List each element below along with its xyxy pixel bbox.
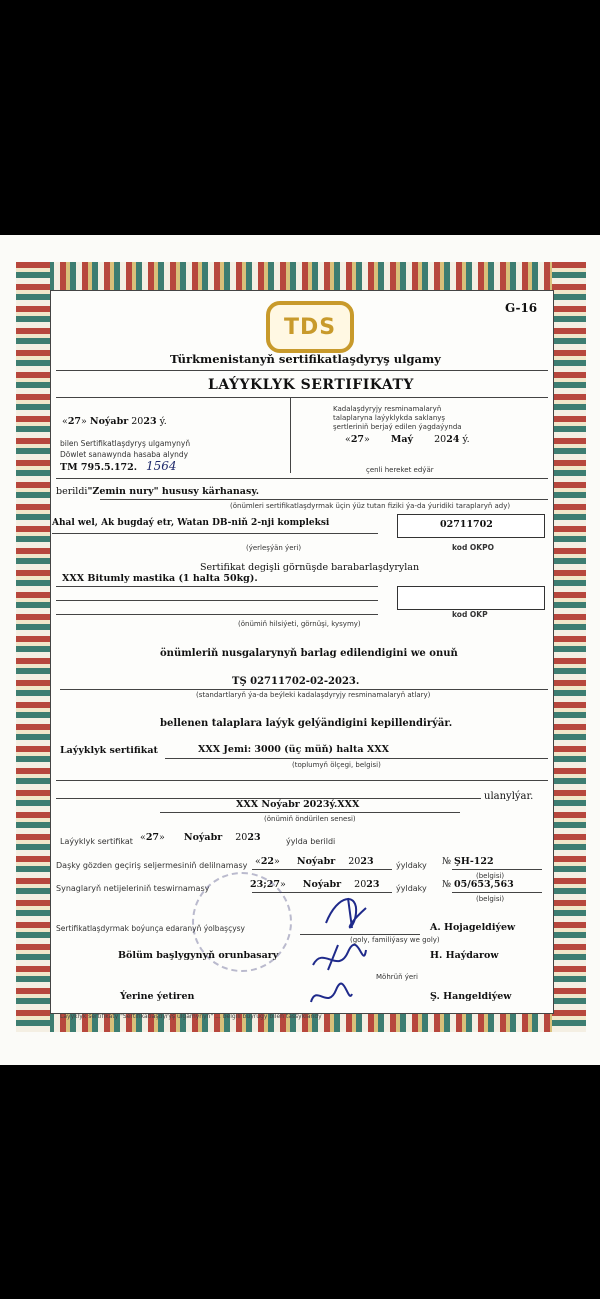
quantity-caption: (toplumyň ölçegi, belgisi) <box>292 761 381 769</box>
product-intro: Sertifikat degişli görnüşde barabarlaşdyrylan <box>200 562 420 573</box>
register-handwritten: 1564 <box>146 459 177 473</box>
issued-to: berildi"Zemin nury" hususy kärhanasy. <box>56 486 260 497</box>
product-caption: (önümiň hilsiýeti, görnüşi, kysymy) <box>238 620 361 628</box>
inspection-number: № ŞH-122 <box>442 856 494 867</box>
validity-date: «27» Maý 2024 ý. <box>345 434 470 445</box>
statement-2: bellenen talaplara laýyk gelýändigini kepillendirýär. <box>160 718 453 729</box>
register-number: TM 795.5.172. <box>60 462 138 473</box>
tests-number: № 05/653,563 <box>442 879 514 890</box>
stamp-label: Möhrüň ýeri <box>376 973 419 981</box>
quantity-value: XXX Jemi: 3000 (üç müň) halta XXX <box>198 744 389 755</box>
inspection-suffix: ýyldaky <box>396 861 427 870</box>
exec-label: Ýerine ýetiren <box>120 991 195 1002</box>
cert-issued-date: «27» Noýabr 2023 <box>140 832 261 843</box>
validity-caption: çenli hereket edýär <box>366 466 434 474</box>
doc-code: G-16 <box>505 301 538 315</box>
inspection-label: Daşky gözden geçiriş seljermesiniň delilnamasy <box>56 861 248 870</box>
statement-1: önümleriň nusgalarynyň barlag edilendigini we onuň <box>160 648 458 659</box>
validity-label-2: talaplaryna laýyklykda saklanyş <box>333 414 446 422</box>
cert-issued-label: Laýyklyk sertifikat <box>60 837 133 846</box>
signature-exec-icon <box>306 982 356 1012</box>
production-caption: (önümiň öndürilen senesi) <box>264 815 356 823</box>
head-caption: (goly, familiýasy we goly) <box>350 936 440 944</box>
system-name: Türkmenistanyň sertifikatlaşdyryş ulgamy <box>170 352 441 366</box>
signature-deputy-icon <box>308 940 368 980</box>
cert-issued-suffix: ýylda berildi <box>286 837 336 846</box>
inspection-no-caption: (belgisi) <box>476 872 505 880</box>
head-name: A. Hojageldiýew <box>430 922 516 933</box>
deputy-name: H. Haýdarow <box>430 950 499 961</box>
okp-label: kod OKP <box>452 610 488 619</box>
product-value: XXX Bitumly mastika (1 halta 50kg). <box>62 573 258 584</box>
tests-label: Synaglaryň netijeleriniň teswirnamasy <box>56 884 210 893</box>
production-value: XXX Noýabr 2023ý.XXX <box>236 799 360 810</box>
tests-no-caption: (belgisi) <box>476 895 505 903</box>
used-label: ulanylýar. <box>484 791 534 802</box>
exec-name: Ş. Hangeldiýew <box>430 991 512 1002</box>
tests-date: 23;27» Noýabr 2023 <box>250 879 380 890</box>
tds-logo: TDS <box>266 301 354 353</box>
tests-suffix: ýyldaky <box>396 884 427 893</box>
issue-date: «27» Noýabr 2023 ý. <box>62 416 167 427</box>
page-title: LAÝYKLYK SERTIFIKATY <box>208 377 414 393</box>
inspection-date: «22» Noýabr 2023 <box>255 856 374 867</box>
head-label: Sertifikatlaşdyrmak boýunça edaranyň ýolbaşçysy <box>56 924 245 933</box>
location-caption: (ýerleşýän ýeri) <box>246 544 302 552</box>
quantity-label: Laýyklyk sertifikat <box>60 745 158 756</box>
ornamental-border-right <box>552 262 586 1032</box>
ornamental-border-left <box>16 262 50 1032</box>
issued-to-caption: (önümleri sertifikatlaşdyrmak üçin ýüz tutan fiziki ýa-da ýuridiki taraplaryň ady) <box>230 502 511 510</box>
signature-head-icon <box>318 888 378 938</box>
standard-caption: (standartlaryň ýa-da beýleki kadalaşdyryjy resminamalaryň atlary) <box>196 691 431 699</box>
deputy-label: Bölüm başlygynyň orunbasary <box>118 950 279 961</box>
register-label: bilen Sertifikatlaşdyryş ulgamynyň <box>60 439 191 448</box>
footer-note: Laýyklyk sertifikaty "Sertifikatlaşdyryş ulgamynyň" ... belgili buýrugy bilen tassyklandy <box>60 1013 322 1020</box>
validity-label-3: şertleriniň berjaý edilen ýagdaýynda <box>333 423 462 431</box>
okp-box <box>397 586 545 610</box>
validity-label: Kadalaşdyryjy resminamalaryň <box>333 405 442 413</box>
register-label-2: Döwlet sanawynda hasaba alyndy <box>60 450 189 459</box>
location-value: Ahal wel, Ak bugdaý etr, Watan DB-niň 2-nji kompleksi <box>52 518 330 528</box>
okpo-value: 02711702 <box>440 519 493 530</box>
okpo-label: kod OKPO <box>452 543 494 552</box>
standard-value: TŞ 02711702-02-2023. <box>232 676 360 687</box>
